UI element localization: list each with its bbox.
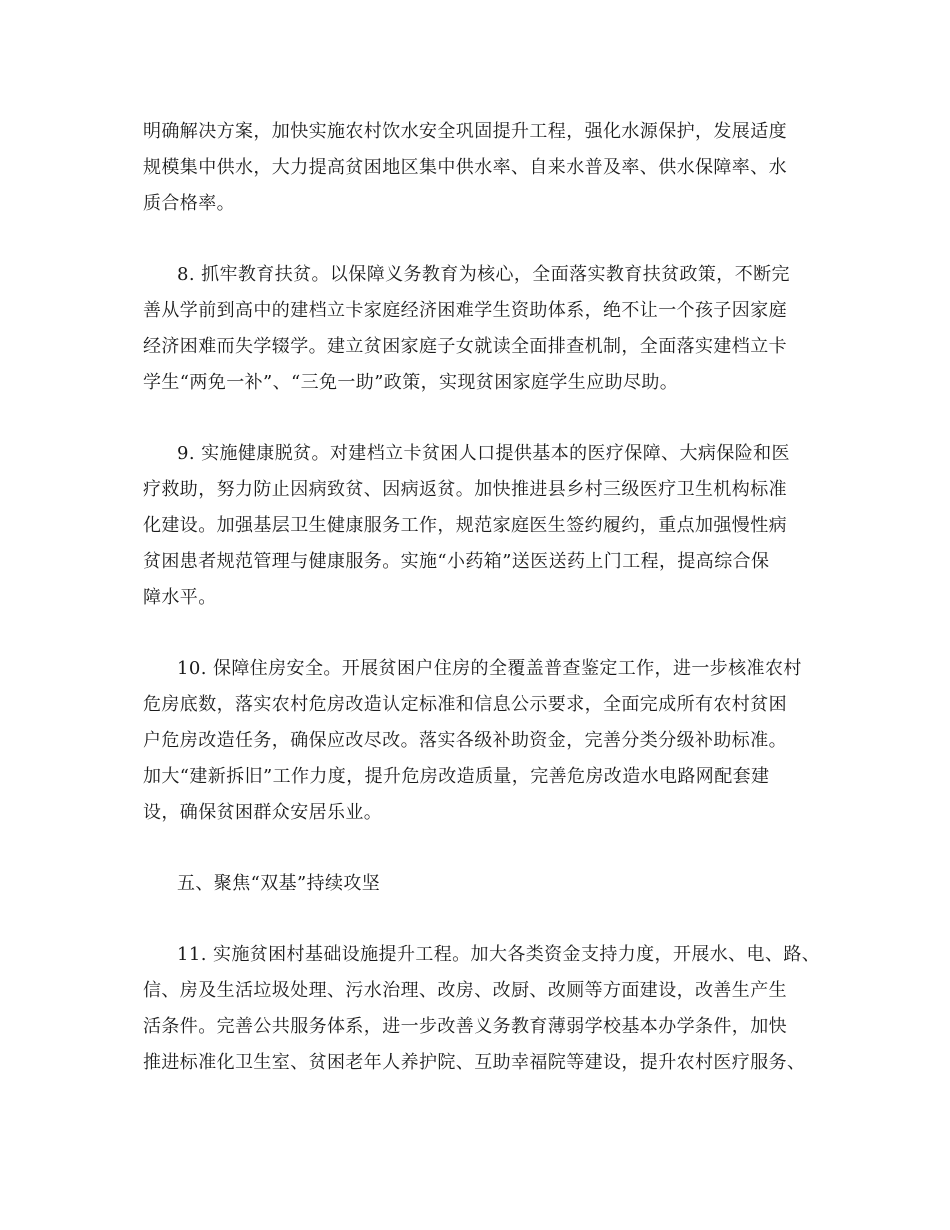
text-line: 设，确保贫困群众安居乐业。 — [143, 802, 383, 823]
text-line: 活条件。完善公共服务体系，进一步改善义务教育薄弱学校基本办学条件，加快 — [143, 1016, 787, 1037]
section-heading-text: 五、聚焦“双基”持续攻坚 — [177, 873, 381, 894]
paragraph-water-supply — [143, 114, 823, 222]
text-line: 信、房及生活垃圾处理、污水治理、改房、改厨、改厕等方面建设，改善生产生 — [143, 980, 787, 1001]
text-line: 加大“建新拆旧”工作力度，提升危房改造质量，完善危房改造水电路网配套建 — [143, 766, 770, 787]
text-line: 明确解决方案，加快实施农村饮水安全巩固提升工程，强化水源保护，发展适度 — [143, 121, 787, 142]
text-line: 经济困难而失学辍学。建立贫困家庭子女就读全面排查机制，全面落实建档立卡 — [143, 336, 787, 357]
paragraph-health — [143, 436, 823, 616]
text-line: 危房底数，落实农村危房改造认定标准和信息公示要求，全面完成所有农村贫困 — [143, 694, 787, 715]
text-line: 10. 保障住房安全。开展贫困户住房的全覆盖普查鉴定工作，进一步核准农村 — [177, 658, 802, 679]
paragraph-infrastructure — [143, 937, 823, 1081]
section-heading — [143, 866, 823, 902]
paragraph-housing — [143, 651, 823, 831]
text-line: 户危房改造任务，确保应改尽改。落实各级补助资金，完善分类分级补助标准。 — [143, 730, 787, 751]
text-line: 贫困患者规范管理与健康服务。实施“小药箱”送医送药上门工程，提高综合保 — [143, 551, 770, 572]
text-line: 9. 实施健康脱贫。对建档立卡贫困人口提供基本的医疗保障、大病保险和医 — [177, 443, 790, 464]
text-line: 推进标准化卫生室、贫困老年人养护院、互助幸福院等建设，提升农村医疗服务、 — [143, 1052, 806, 1073]
text-line: 8. 抓牢教育扶贫。以保障义务教育为核心，全面落实教育扶贫政策，不断完 — [177, 264, 790, 285]
text-line: 11. 实施贫困村基础设施提升工程。加大各类资金支持力度，开展水、电、路、 — [177, 944, 821, 965]
text-line: 善从学前到高中的建档立卡家庭经济困难学生资助体系，绝不让一个孩子因家庭 — [143, 300, 787, 321]
text-line: 疗救助，努力防止因病致贫、因病返贫。加快推进县乡村三级医疗卫生机构标准 — [143, 479, 787, 500]
text-line: 障水平。 — [143, 587, 217, 608]
paragraph-education — [143, 257, 823, 401]
text-line: 学生“两免一补”、“三免一助”政策，实现贫困家庭学生应助尽助。 — [143, 372, 679, 393]
text-line: 质合格率。 — [143, 193, 235, 214]
text-line: 规模集中供水，大力提高贫困地区集中供水率、自来水普及率、供水保障率、水 — [143, 157, 787, 178]
text-line: 化建设。加强基层卫生健康服务工作，规范家庭医生签约履约，重点加强慢性病 — [143, 515, 787, 536]
document-body — [143, 114, 823, 1116]
